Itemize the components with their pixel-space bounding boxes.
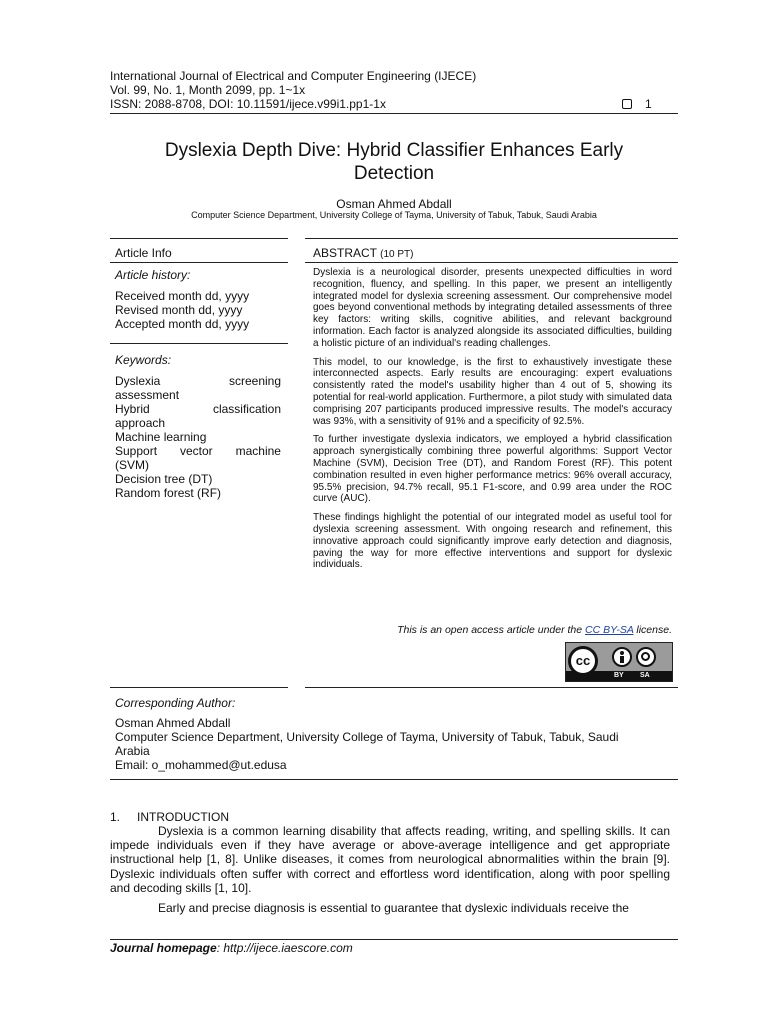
keyword-word: screening [228, 374, 281, 388]
keyword-line [115, 486, 281, 500]
corresponding-bottom-rule [110, 779, 678, 780]
intro-heading: INTRODUCTION [137, 810, 229, 824]
keyword-word: vector [179, 444, 213, 458]
abstract-heading-note: (10 PT) [380, 249, 414, 260]
keywords-list [115, 374, 281, 500]
cc-license-badge[interactable] [565, 642, 673, 682]
abstract-paragraph-2: This model, to our knowledge, is the first to exhaustively investigate these interconnected aspects. Early results are encouraging: expert evaluations consistently rated the model's usability higher than 4 out of 5, showing its potential for real-world application. Furthermore, a pilot study with simulated data comprising 207 participants produced impressive results. The model's accuracy was 93%, with a sensitivity of 91% and a specificity of 92.5%. [313, 356, 672, 427]
license-prefix: This is an open access article under the [397, 624, 586, 636]
issn-doi: ISSN: 2088-8708, DOI: 10.11591/ijece.v99i1.pp1-1x [110, 97, 386, 111]
history-heading: Article history: [115, 268, 191, 282]
license-suffix: license. [633, 624, 672, 636]
header-rule [110, 113, 678, 114]
corresponding-heading: Corresponding Author: [115, 696, 236, 710]
license-line [313, 624, 672, 636]
abstract-title: ABSTRACT [313, 246, 377, 260]
corresponding-name: Osman Ahmed Abdall [115, 716, 231, 730]
info-bottom-rule [110, 687, 288, 688]
keyword-word: (SVM) [115, 458, 149, 472]
keyword-line [115, 430, 281, 444]
journal-homepage [110, 941, 353, 955]
homepage-url[interactable]: : http://ijece.iaescore.com [216, 941, 353, 955]
cc-icon: cc [568, 646, 598, 676]
page-number: 1 [645, 97, 652, 111]
revised-date: Revised month dd, yyyy [115, 303, 243, 317]
share-alike-icon [636, 647, 656, 667]
article-info-heading: Article Info [115, 246, 172, 260]
corresponding-dept-line-2: Arabia [115, 744, 150, 758]
journal-name: International Journal of Electrical and Computer Engineering (IJECE) [110, 69, 477, 83]
corresponding-email[interactable]: Email: o_mohammed@ut.edusa [115, 758, 287, 772]
cc-by-sa-link[interactable]: CC BY-SA [585, 624, 634, 636]
abstract-paragraph-4: These findings highlight the potential of our integrated model as useful tool for dyslexia screening assessment. With ongoing research and refinement, this innovative approach could significantly improve early detection and diagnosis, paving the way for more effective interventions and support for dyslexic individuals. [313, 512, 672, 571]
volume-info: Vol. 99, No. 1, Month 2099, pp. 1~1x [110, 83, 306, 97]
abstract-paragraph-1: Dyslexia is a neurological disorder, presents unexpected difficulties in word recognition, fluency, and spelling. In this paper, we present an intelligently integrated model for dyslexia screening assessment. Our comprehensive model goes beyond conventional methods by integrating detailed assessments of three key factors: writing skills, cognitive abilities, and relevant background information. Each factor is analyzed alongside its associated difficulties, building a holistic picture of an individual's reading challenges. [313, 267, 672, 349]
keyword-word: Machine learning [115, 430, 207, 444]
keywords-rule [110, 343, 288, 344]
keyword-word: Support [115, 444, 158, 458]
keyword-word: classification [212, 402, 281, 416]
abstract-sub-rule [305, 262, 678, 263]
homepage-label: Journal homepage [110, 941, 217, 955]
author-name: Osman Ahmed Abdall [336, 197, 452, 211]
keyword-line [115, 458, 281, 472]
title-line-1: Dyslexia Depth Dive: Hybrid Classifier Enhances Early [164, 140, 624, 161]
abstract-bottom-rule [305, 687, 678, 688]
author-affiliation: Computer Science Department, University College of Tayma, University of Tabuk, Tabuk, Saudi Arabia [191, 210, 597, 220]
paper-title [110, 139, 678, 185]
keyword-line [115, 472, 281, 486]
abstract-top-rule [305, 238, 678, 239]
keyword-word: machine [235, 444, 281, 458]
keyword-word: Dyslexia [115, 374, 161, 388]
keyword-word: assessment [115, 388, 180, 402]
keyword-line [115, 416, 281, 430]
keywords-heading: Keywords: [115, 353, 172, 367]
abstract-paragraph-3: To further investigate dyslexia indicators, we employed a hybrid classification approach synergistically combining three powerful algorithms: Support Vector Machine (SVM), Decision Tree (DT), and Random Forest (RF). This potent combination resulted in even higher performance metrics: 96% overall accuracy, 95.5% precision, 94.7% recall, 95.1 F1-score, and 0.99 area under the ROC curve (AUC). [313, 434, 672, 505]
title-line-2: Detection [353, 163, 435, 184]
keyword-word: Random forest (RF) [115, 486, 222, 500]
keyword-line [115, 388, 281, 402]
badge-sa-label: SA [640, 672, 650, 679]
intro-paragraph-1: Dyslexia is a common learning disability that affects reading, writing, and spelling skills. It can impede individuals even if they have average or above-average intelligence and get appropriate instructional help [1, 8]. Unlike diseases, it comes from neurological abnormalities within the brain [9]. Dyslexic individuals often suffer with correct and effortless word identification, along with poor spelling and decoding skills [1, 10]. [110, 824, 670, 895]
keyword-word: Hybrid [115, 402, 150, 416]
keyword-line [115, 444, 281, 458]
intro-paragraph-2: Early and precise diagnosis is essential to guarantee that dyslexic individuals receive the [158, 901, 629, 915]
page-box-icon [622, 99, 632, 109]
keyword-word: approach [115, 416, 166, 430]
keyword-word: Decision tree (DT) [115, 472, 213, 486]
corresponding-dept-line-1: Computer Science Department, University College of Tayma, University of Tabuk, Tabuk, Saudi [115, 730, 619, 744]
info-sub-rule [110, 262, 288, 263]
accepted-date: Accepted month dd, yyyy [115, 317, 250, 331]
abstract-heading [313, 246, 413, 260]
badge-by-label: BY [614, 672, 624, 679]
intro-number: 1. [110, 810, 121, 824]
attribution-icon [612, 647, 632, 667]
info-top-rule [110, 238, 288, 239]
footer-rule [110, 939, 678, 940]
abstract-body [313, 267, 672, 578]
keyword-line [115, 374, 281, 388]
received-date: Received month dd, yyyy [115, 289, 250, 303]
keyword-line [115, 402, 281, 416]
